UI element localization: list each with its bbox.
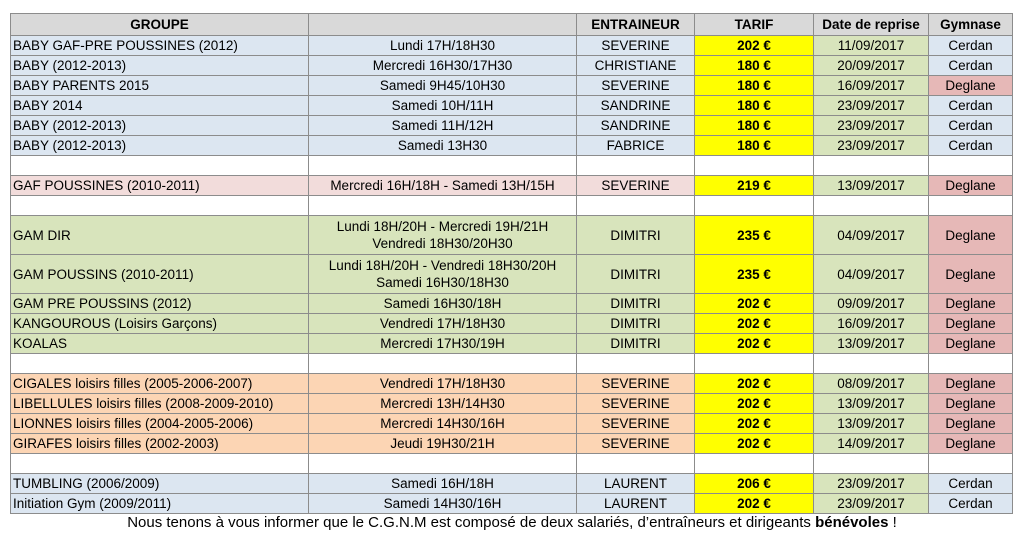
cell-date xyxy=(814,196,929,216)
cell-entraineur: LAURENT xyxy=(577,494,695,514)
cell-gymnase: Deglane xyxy=(929,434,1013,454)
cell-tarif: 202 € xyxy=(695,36,814,56)
cell-entraineur: SEVERINE xyxy=(577,394,695,414)
cell-gymnase xyxy=(929,454,1013,474)
cell-entraineur: DIMITRI xyxy=(577,216,695,255)
cell-groupe: BABY (2012-2013) xyxy=(11,136,309,156)
cell-horaire: Mercredi 13H/14H30 xyxy=(309,394,577,414)
header-groupe: GROUPE xyxy=(11,14,309,36)
cell-gymnase: Deglane xyxy=(929,294,1013,314)
cell-groupe xyxy=(11,196,309,216)
cell-gymnase: Cerdan xyxy=(929,96,1013,116)
table-row xyxy=(11,176,1013,196)
cell-entraineur: CHRISTIANE xyxy=(577,56,695,76)
cell-gymnase: Cerdan xyxy=(929,474,1013,494)
cell-horaire: Samedi 14H30/16H xyxy=(309,494,577,514)
cell-groupe: GAF POUSSINES (2010-2011) xyxy=(11,176,309,196)
cell-groupe xyxy=(11,354,309,374)
cell-groupe: KANGOUROUS (Loisirs Garçons) xyxy=(11,314,309,334)
cell-horaire: Samedi 9H45/10H30 xyxy=(309,76,577,96)
table-row xyxy=(11,116,1013,136)
cell-entraineur xyxy=(577,156,695,176)
cell-date: 14/09/2017 xyxy=(814,434,929,454)
cell-horaire: Vendredi 17H/18H30 xyxy=(309,314,577,334)
cell-groupe: BABY 2014 xyxy=(11,96,309,116)
cell-gymnase: Deglane xyxy=(929,374,1013,394)
cell-entraineur xyxy=(577,354,695,374)
cell-gymnase: Deglane xyxy=(929,216,1013,255)
footer-note xyxy=(0,514,1024,531)
cell-date: 13/09/2017 xyxy=(814,394,929,414)
cell-date: 16/09/2017 xyxy=(814,314,929,334)
footer-text: Nous tenons à vous informer que le C.G.N.M est composé de deux salariés, d’entraîneurs et dirigeants xyxy=(127,514,816,531)
cell-gymnase: Cerdan xyxy=(929,56,1013,76)
table-row xyxy=(11,36,1013,56)
cell-tarif: 180 € xyxy=(695,116,814,136)
cell-groupe xyxy=(11,454,309,474)
cell-date: 13/09/2017 xyxy=(814,414,929,434)
cell-date: 08/09/2017 xyxy=(814,374,929,394)
cell-groupe: BABY (2012-2013) xyxy=(11,116,309,136)
cell-horaire: Mercredi 16H/18H - Samedi 13H/15H xyxy=(309,176,577,196)
cell-horaire: Mercredi 14H30/16H xyxy=(309,414,577,434)
cell-tarif xyxy=(695,196,814,216)
footer-bold: bénévoles xyxy=(815,514,889,531)
cell-gymnase: Deglane xyxy=(929,394,1013,414)
cell-groupe: LIONNES loisirs filles (2004-2005-2006) xyxy=(11,414,309,434)
cell-date: 23/09/2017 xyxy=(814,116,929,136)
table-row xyxy=(11,96,1013,116)
cell-gymnase: Deglane xyxy=(929,176,1013,196)
table-row xyxy=(11,494,1013,514)
header-gymnase: Gymnase xyxy=(929,14,1013,36)
cell-groupe: GAM POUSSINS (2010-2011) xyxy=(11,255,309,294)
cell-horaire: Lundi 18H/20H - Vendredi 18H30/20H Samedi 16H30/18H30 xyxy=(309,255,577,294)
cell-date: 23/09/2017 xyxy=(814,96,929,116)
cell-tarif: 202 € xyxy=(695,334,814,354)
cell-horaire: Samedi 16H/18H xyxy=(309,474,577,494)
cell-groupe: CIGALES loisirs filles (2005-2006-2007) xyxy=(11,374,309,394)
cell-horaire: Samedi 13H30 xyxy=(309,136,577,156)
header-tarif: TARIF xyxy=(695,14,814,36)
cell-gymnase: Cerdan xyxy=(929,36,1013,56)
cell-tarif: 180 € xyxy=(695,96,814,116)
cell-entraineur: LAURENT xyxy=(577,474,695,494)
cell-date: 04/09/2017 xyxy=(814,255,929,294)
cell-tarif: 202 € xyxy=(695,414,814,434)
header-horaire xyxy=(309,14,577,36)
cell-gymnase: Deglane xyxy=(929,414,1013,434)
cell-entraineur: SANDRINE xyxy=(577,96,695,116)
cell-date: 11/09/2017 xyxy=(814,36,929,56)
cell-tarif: 180 € xyxy=(695,76,814,96)
cell-horaire xyxy=(309,454,577,474)
cell-groupe: KOALAS xyxy=(11,334,309,354)
cell-entraineur: SEVERINE xyxy=(577,76,695,96)
cell-horaire: Mercredi 16H30/17H30 xyxy=(309,56,577,76)
table-row xyxy=(11,394,1013,414)
cell-date: 09/09/2017 xyxy=(814,294,929,314)
cell-horaire xyxy=(309,354,577,374)
blank-row xyxy=(11,354,1013,374)
cell-entraineur: SEVERINE xyxy=(577,176,695,196)
cell-entraineur: SEVERINE xyxy=(577,36,695,56)
table-row xyxy=(11,314,1013,334)
cell-tarif: 202 € xyxy=(695,494,814,514)
table-row xyxy=(11,474,1013,494)
cell-groupe: GIRAFES loisirs filles (2002-2003) xyxy=(11,434,309,454)
cell-horaire: Lundi 17H/18H30 xyxy=(309,36,577,56)
cell-groupe: Initiation Gym (2009/2011) xyxy=(11,494,309,514)
cell-groupe: GAM PRE POUSSINS (2012) xyxy=(11,294,309,314)
cell-tarif: 202 € xyxy=(695,434,814,454)
table-row xyxy=(11,374,1013,394)
table-row xyxy=(11,56,1013,76)
cell-entraineur: SANDRINE xyxy=(577,116,695,136)
cell-entraineur: SEVERINE xyxy=(577,434,695,454)
cell-tarif: 202 € xyxy=(695,314,814,334)
cell-entraineur xyxy=(577,196,695,216)
blank-row xyxy=(11,156,1013,176)
cell-groupe: BABY GAF-PRE POUSSINES (2012) xyxy=(11,36,309,56)
cell-tarif: 202 € xyxy=(695,394,814,414)
cell-date: 16/09/2017 xyxy=(814,76,929,96)
cell-entraineur: DIMITRI xyxy=(577,255,695,294)
table-body xyxy=(11,36,1013,514)
table-row xyxy=(11,294,1013,314)
cell-tarif: 202 € xyxy=(695,294,814,314)
cell-groupe: BABY (2012-2013) xyxy=(11,56,309,76)
cell-date xyxy=(814,156,929,176)
cell-date xyxy=(814,354,929,374)
cell-tarif: 235 € xyxy=(695,255,814,294)
cell-date: 04/09/2017 xyxy=(814,216,929,255)
cell-groupe: GAM DIR xyxy=(11,216,309,255)
cell-entraineur: DIMITRI xyxy=(577,314,695,334)
cell-date: 23/09/2017 xyxy=(814,494,929,514)
table-row xyxy=(11,434,1013,454)
table-row xyxy=(11,255,1013,294)
blank-row xyxy=(11,196,1013,216)
header-date: Date de reprise xyxy=(814,14,929,36)
cell-gymnase xyxy=(929,196,1013,216)
cell-gymnase: Deglane xyxy=(929,334,1013,354)
header-row xyxy=(11,14,1013,36)
cell-entraineur: DIMITRI xyxy=(577,294,695,314)
cell-date: 20/09/2017 xyxy=(814,56,929,76)
cell-groupe: BABY PARENTS 2015 xyxy=(11,76,309,96)
cell-gymnase: Cerdan xyxy=(929,116,1013,136)
cell-horaire: Jeudi 19H30/21H xyxy=(309,434,577,454)
cell-groupe: LIBELLULES loisirs filles (2008-2009-2010) xyxy=(11,394,309,414)
cell-tarif: 219 € xyxy=(695,176,814,196)
cell-tarif: 206 € xyxy=(695,474,814,494)
cell-tarif: 180 € xyxy=(695,136,814,156)
cell-date: 13/09/2017 xyxy=(814,334,929,354)
cell-tarif xyxy=(695,156,814,176)
cell-date: 23/09/2017 xyxy=(814,474,929,494)
cell-gymnase xyxy=(929,354,1013,374)
table-row xyxy=(11,216,1013,255)
cell-entraineur: SEVERINE xyxy=(577,374,695,394)
cell-tarif xyxy=(695,454,814,474)
cell-tarif xyxy=(695,354,814,374)
cell-gymnase: Cerdan xyxy=(929,494,1013,514)
cell-tarif: 235 € xyxy=(695,216,814,255)
cell-gymnase: Deglane xyxy=(929,314,1013,334)
table-row xyxy=(11,76,1013,96)
table-row xyxy=(11,136,1013,156)
cell-horaire xyxy=(309,196,577,216)
cell-tarif: 202 € xyxy=(695,374,814,394)
header-entraineur: ENTRAINEUR xyxy=(577,14,695,36)
blank-row xyxy=(11,454,1013,474)
cell-horaire xyxy=(309,156,577,176)
cell-date xyxy=(814,454,929,474)
cell-entraineur: DIMITRI xyxy=(577,334,695,354)
cell-date: 13/09/2017 xyxy=(814,176,929,196)
cell-groupe xyxy=(11,156,309,176)
footer-end: ! xyxy=(888,514,897,531)
cell-gymnase xyxy=(929,156,1013,176)
cell-gymnase: Cerdan xyxy=(929,136,1013,156)
table-row xyxy=(11,334,1013,354)
cell-horaire: Vendredi 17H/18H30 xyxy=(309,374,577,394)
cell-date: 23/09/2017 xyxy=(814,136,929,156)
cell-gymnase: Deglane xyxy=(929,76,1013,96)
cell-tarif: 180 € xyxy=(695,56,814,76)
cell-horaire: Samedi 16H30/18H xyxy=(309,294,577,314)
schedule-table xyxy=(10,13,1013,514)
cell-gymnase: Deglane xyxy=(929,255,1013,294)
cell-entraineur: SEVERINE xyxy=(577,414,695,434)
cell-entraineur xyxy=(577,454,695,474)
cell-horaire: Lundi 18H/20H - Mercredi 19H/21H Vendredi 18H30/20H30 xyxy=(309,216,577,255)
cell-horaire: Mercredi 17H30/19H xyxy=(309,334,577,354)
table-row xyxy=(11,414,1013,434)
cell-horaire: Samedi 11H/12H xyxy=(309,116,577,136)
cell-entraineur: FABRICE xyxy=(577,136,695,156)
cell-horaire: Samedi 10H/11H xyxy=(309,96,577,116)
cell-groupe: TUMBLING (2006/2009) xyxy=(11,474,309,494)
